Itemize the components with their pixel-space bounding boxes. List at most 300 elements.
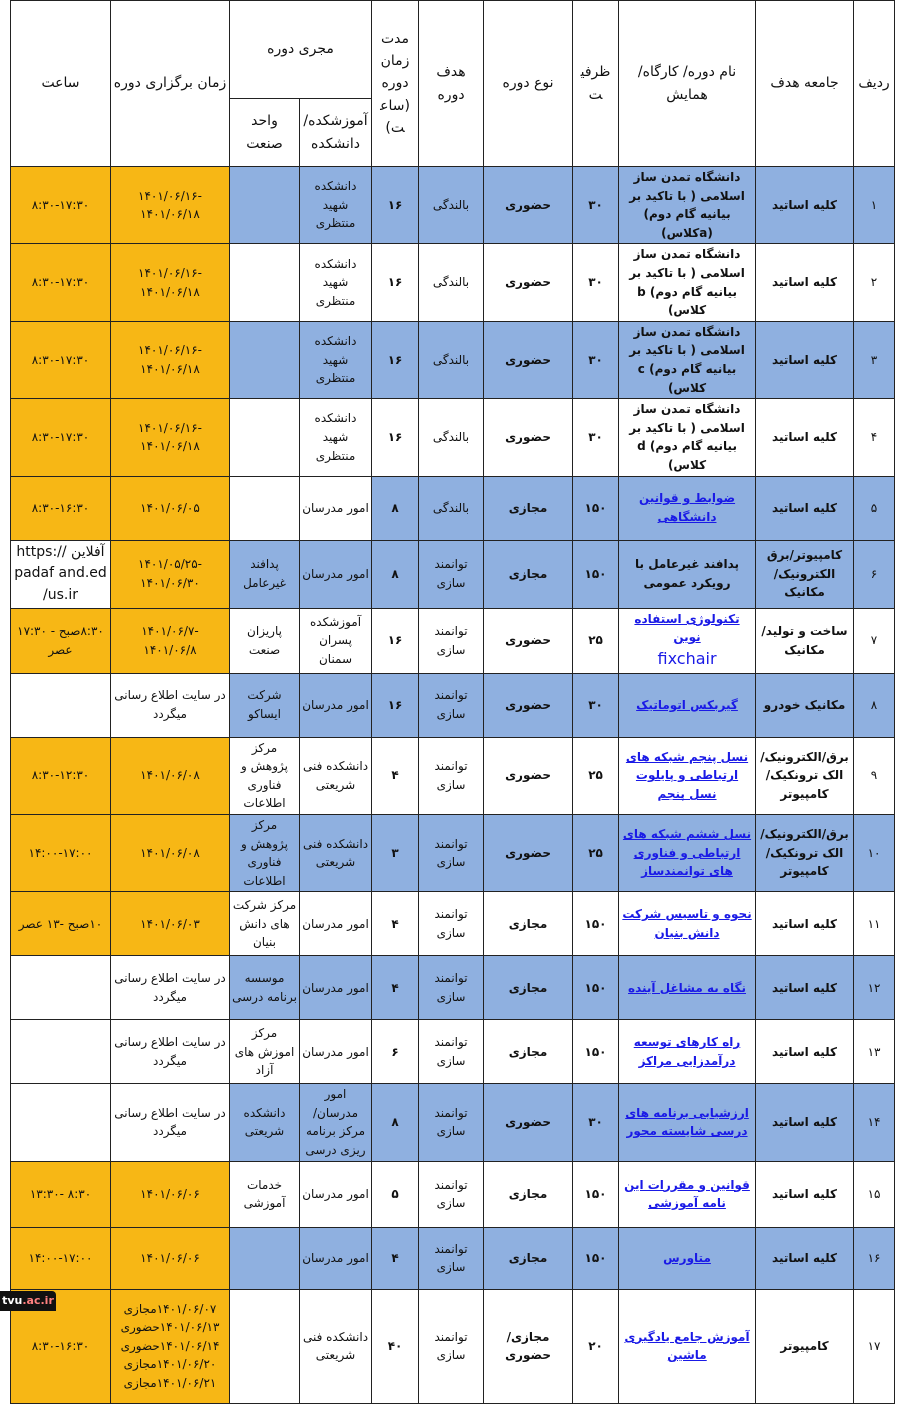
cell-course-goal <box>419 737 484 814</box>
course-link[interactable]: نسل پنجم شبکه های ارتباطی و پایلوت نسل پنجم <box>625 749 749 802</box>
cell-date-text: در سایت اطلاع رسانی میگردد <box>114 688 226 722</box>
cell-course-name[interactable] <box>619 1161 756 1227</box>
cell-executor-faculty-text: دانشکده فنی شریعتی <box>302 1329 369 1363</box>
cell-duration-text: ۶ <box>391 1044 399 1059</box>
cell-executor-faculty-text: دانشکده شهید منتظری <box>314 179 357 231</box>
cell-target-audience-text: برق/الکترونیک/الک ترونکیک/کامپیوتر <box>760 749 849 802</box>
cell-course-name[interactable] <box>619 673 756 737</box>
cell-capacity-text: ۳۰ <box>588 697 603 712</box>
cell-executor-industry-text: موسسه برنامه درسی <box>232 971 297 1004</box>
site-logo <box>0 1291 56 1311</box>
cell-course-goal <box>419 244 484 321</box>
course-name-text: دانشگاه تمدن ساز اسلامی ( با تاکید بر بیانیه گام دوم) c کلاس) <box>629 324 745 395</box>
course-link[interactable]: تکنولوژی استفاده نوین <box>634 611 740 645</box>
cell-date <box>111 1020 230 1084</box>
cell-capacity-text: ۲۵ <box>588 633 603 648</box>
cell-course-goal-text: بالندگی <box>432 500 470 515</box>
cell-course-type-text: حضوری <box>505 352 551 367</box>
cell-time <box>11 540 111 608</box>
cell-date <box>111 1227 230 1289</box>
cell-radif <box>854 167 895 244</box>
cell-executor-industry-text: مرکز اموزش های آزاد <box>234 1025 295 1078</box>
cell-radif-text: ۱۴ <box>867 1115 881 1130</box>
cell-target-audience <box>756 892 854 956</box>
cell-capacity <box>573 956 619 1020</box>
cell-target-audience <box>756 1084 854 1161</box>
cell-duration <box>372 399 419 476</box>
cell-radif <box>854 1227 895 1289</box>
cell-course-goal <box>419 399 484 476</box>
cell-radif-text: ۶ <box>870 566 878 581</box>
table-row <box>11 244 895 321</box>
cell-radif-text: ۳ <box>870 352 878 367</box>
cell-capacity <box>573 1289 619 1403</box>
cell-course-name[interactable] <box>619 814 756 891</box>
cell-executor-industry-text: پدافند غیرعامل <box>243 557 286 591</box>
cell-date <box>111 167 230 244</box>
cell-course-type <box>484 1227 573 1289</box>
course-link[interactable]: آموزش جامع یادگیری ماشین <box>624 1329 750 1363</box>
header-course-goal: هدف دوره <box>419 1 484 167</box>
header-executor-industry: واحد صنعت <box>230 99 300 167</box>
cell-radif-text: ۹ <box>870 768 878 783</box>
cell-duration-text: ۱۶ <box>387 430 403 445</box>
cell-time-text: ۸:۳۰-۱۶:۳۰ <box>31 1338 90 1353</box>
cell-time <box>11 321 111 398</box>
cell-course-type <box>484 814 573 891</box>
course-link[interactable]: نحوه و تاسیس شرکت دانش بنیان <box>622 907 752 940</box>
cell-course-goal <box>419 892 484 956</box>
header-radif: ردیف <box>854 1 895 167</box>
header-course-type: نوع دوره <box>484 1 573 167</box>
cell-date <box>111 814 230 891</box>
cell-target-audience <box>756 244 854 321</box>
header-date: زمان برگزاری دوره <box>111 1 230 167</box>
cell-duration <box>372 167 419 244</box>
table-row <box>11 1020 895 1084</box>
cell-target-audience <box>756 814 854 891</box>
table-row <box>11 892 895 956</box>
cell-date-text: ۱۴۰۱/۰۶/۰۷مجازی ۱۴۰۱/۰۶/۱۳حضوری ۱۴۰۱/۰۶/۱۴حضوری ۱۴۰۱/۰۶/۲۰مجازی ۱۴۰۱/۰۶/۲۱مجازی <box>120 1301 220 1391</box>
cell-target-audience <box>756 673 854 737</box>
header-course-name: نام دوره/ کارگاه/همایش <box>619 1 756 167</box>
cell-target-audience-text: ساخت و تولید/ مکانیک <box>761 623 848 657</box>
cell-date <box>111 476 230 540</box>
cell-executor-faculty-text: امور مدرسان <box>302 916 369 931</box>
cell-course-goal <box>419 1227 484 1289</box>
cell-executor-faculty <box>300 956 372 1020</box>
cell-course-name[interactable] <box>619 1227 756 1289</box>
cell-course-name[interactable] <box>619 892 756 956</box>
cell-course-name <box>619 321 756 398</box>
cell-course-goal-text: توانمند سازی <box>434 688 468 722</box>
cell-course-goal-text: توانمند سازی <box>434 1035 468 1068</box>
cell-target-audience <box>756 1161 854 1227</box>
cell-course-goal <box>419 1020 484 1084</box>
cell-course-goal-text: توانمند سازی <box>434 836 468 870</box>
course-link[interactable]: متاورس <box>663 1250 711 1265</box>
cell-date <box>111 956 230 1020</box>
cell-executor-industry <box>230 1084 300 1161</box>
cell-duration <box>372 1289 419 1403</box>
cell-course-type <box>484 892 573 956</box>
cell-course-type <box>484 608 573 673</box>
cell-executor-faculty-text: امور مدرسان <box>302 1186 369 1201</box>
cell-target-audience-text: کلیه اساتید <box>772 430 838 445</box>
cell-course-goal <box>419 956 484 1020</box>
cell-executor-industry <box>230 737 300 814</box>
cell-capacity-text: ۱۵۰ <box>584 1250 607 1265</box>
cell-executor-faculty <box>300 608 372 673</box>
cell-target-audience-text: کلیه اساتید <box>772 1044 838 1059</box>
course-link[interactable]: نسل ششم شبکه های ارتباطی و فناوری های توانمندساز <box>622 827 752 879</box>
cell-duration <box>372 244 419 321</box>
cell-executor-faculty <box>300 321 372 398</box>
cell-course-type <box>484 956 573 1020</box>
cell-course-goal <box>419 321 484 398</box>
cell-executor-faculty-text: امور مدرسان <box>302 566 369 581</box>
cell-target-audience-text: کلیه اساتید <box>772 1250 838 1265</box>
cell-duration <box>372 1161 419 1227</box>
cell-executor-faculty <box>300 244 372 321</box>
cell-course-type-text: مجازی <box>508 566 548 581</box>
cell-executor-faculty-text: آموزشکده پسران سمنان <box>310 614 362 666</box>
table-row <box>11 814 895 891</box>
cell-course-type-text: مجازی <box>508 1044 548 1059</box>
cell-target-audience <box>756 399 854 476</box>
cell-time-text: ۸:۳۰ -۱۳:۳۰ <box>29 1186 92 1201</box>
cell-duration-text: ۸ <box>391 1115 399 1130</box>
header-time: ساعت <box>11 1 111 167</box>
cell-course-name[interactable] <box>619 737 756 814</box>
cell-course-goal <box>419 1161 484 1227</box>
cell-date <box>111 244 230 321</box>
table-row <box>11 608 895 673</box>
cell-date-text: ۱۴۰۱/۰۶/۰۸ <box>140 768 200 783</box>
table-row <box>11 1289 895 1403</box>
cell-radif <box>854 956 895 1020</box>
cell-duration <box>372 956 419 1020</box>
cell-course-type <box>484 737 573 814</box>
cell-target-audience <box>756 1227 854 1289</box>
logo-text-tvu: tvu <box>2 1294 23 1307</box>
cell-capacity-text: ۲۵ <box>588 845 603 860</box>
cell-course-goal-text: بالندگی <box>432 197 470 212</box>
cell-duration <box>372 673 419 737</box>
cell-course-type-text: حضوری <box>505 845 551 860</box>
table-row <box>11 673 895 737</box>
cell-radif-text: ۷ <box>870 633 878 648</box>
cell-course-goal <box>419 814 484 891</box>
cell-course-name[interactable] <box>619 956 756 1020</box>
cell-course-type <box>484 1084 573 1161</box>
cell-date-text: -۱۴۰۱/۰۶/۱۶ ۱۴۰۱/۰۶/۱۸ <box>138 343 202 376</box>
course-link[interactable]: قوانین و مقررات این نامه آموزشی <box>624 1177 750 1211</box>
cell-time <box>11 956 111 1020</box>
cell-date <box>111 1084 230 1161</box>
cell-date <box>111 608 230 673</box>
cell-capacity-text: ۱۵۰ <box>584 916 607 931</box>
cell-executor-industry <box>230 892 300 956</box>
cell-radif-text: ۸ <box>870 697 878 712</box>
cell-executor-industry <box>230 1289 300 1403</box>
course-name-text: دانشگاه تمدن ساز اسلامی ( با تاکید بر بیانیه گام دوم) d کلاس) <box>629 402 745 472</box>
cell-time-text: ۸:۳۰-۱۶:۳۰ <box>31 500 90 515</box>
cell-target-audience <box>756 321 854 398</box>
cell-date-text: ۱۴۰۱/۰۶/۰۶ <box>140 1250 200 1265</box>
cell-executor-faculty <box>300 892 372 956</box>
cell-target-audience-text: کلیه اساتید <box>772 352 838 367</box>
cell-executor-industry <box>230 540 300 608</box>
cell-executor-faculty-text: دانشکده شهید منتظری <box>314 411 357 463</box>
cell-executor-faculty-text: امور مدرسان <box>302 697 369 712</box>
cell-time <box>11 1084 111 1161</box>
cell-capacity <box>573 1227 619 1289</box>
cell-capacity-text: ۳۰ <box>588 352 603 367</box>
cell-course-name[interactable] <box>619 1020 756 1084</box>
cell-target-audience <box>756 476 854 540</box>
cell-executor-industry <box>230 814 300 891</box>
cell-course-type-text: مجازی <box>508 1250 548 1265</box>
cell-course-type-text: حضوری <box>505 1115 551 1130</box>
cell-capacity-text: ۱۵۰ <box>584 980 607 995</box>
cell-executor-faculty-text: دانشکده فنی شریعتی <box>302 836 369 870</box>
cell-course-type-text: حضوری <box>505 697 551 712</box>
cell-radif-text: ۱ <box>870 197 878 212</box>
cell-capacity <box>573 1161 619 1227</box>
cell-capacity <box>573 399 619 476</box>
cell-capacity <box>573 814 619 891</box>
cell-course-goal <box>419 1084 484 1161</box>
course-schedule-table <box>10 0 895 1404</box>
cell-duration-text: ۴ <box>391 768 399 783</box>
cell-capacity <box>573 476 619 540</box>
cell-target-audience-text: کلیه اساتید <box>772 500 838 515</box>
cell-course-name[interactable] <box>619 1084 756 1161</box>
cell-date <box>111 673 230 737</box>
course-link[interactable]: نگاه به مشاغل آینده <box>628 980 746 995</box>
cell-course-goal <box>419 1289 484 1403</box>
cell-time-text: ۸:۳۰-۱۷:۳۰ <box>31 275 90 290</box>
course-link[interactable]: ارزشیابی برنامه های درسی شایسته محور <box>625 1105 749 1139</box>
cell-executor-industry <box>230 608 300 673</box>
cell-date-text: -۱۴۰۱/۰۶/۱۶ ۱۴۰۱/۰۶/۱۸ <box>138 265 202 299</box>
cell-course-type <box>484 476 573 540</box>
header-target-audience: جامعه هدف <box>756 1 854 167</box>
table-row <box>11 1161 895 1227</box>
cell-radif <box>854 673 895 737</box>
cell-date-text: در سایت اطلاع رسانی میگردد <box>114 971 226 1004</box>
cell-course-name[interactable] <box>619 608 756 673</box>
cell-capacity-text: ۳۰ <box>588 197 603 212</box>
cell-date-text: ۱۴۰۱/۰۶/۰۶ <box>140 1186 200 1201</box>
cell-capacity-text: ۳۰ <box>588 275 603 290</box>
cell-date <box>111 321 230 398</box>
cell-course-goal-text: توانمند سازی <box>434 1329 468 1363</box>
cell-executor-faculty <box>300 814 372 891</box>
cell-date-text: در سایت اطلاع رسانی میگردد <box>114 1035 226 1068</box>
cell-target-audience <box>756 1289 854 1403</box>
cell-radif-text: ۱۷ <box>867 1338 881 1353</box>
cell-radif-text: ۱۰ <box>867 845 881 860</box>
cell-course-type <box>484 167 573 244</box>
cell-executor-faculty <box>300 540 372 608</box>
cell-time-text: آفلاین https://padaf and.edus.ir/ <box>14 543 107 603</box>
cell-course-goal <box>419 167 484 244</box>
cell-course-goal-text: توانمند سازی <box>434 907 468 940</box>
cell-course-type <box>484 540 573 608</box>
cell-executor-faculty-text: امور مدرسان <box>302 500 369 515</box>
cell-capacity <box>573 892 619 956</box>
cell-time <box>11 737 111 814</box>
cell-date-text: -۱۴۰۱/۰۶/۱۶ ۱۴۰۱/۰۶/۱۸ <box>138 188 202 222</box>
cell-capacity <box>573 673 619 737</box>
cell-target-audience-text: کلیه اساتید <box>772 916 838 931</box>
course-link[interactable]: گیربکس اتوماتیک <box>636 697 738 712</box>
course-name-text: دانشگاه تمدن ساز اسلامی ( با تاکید بر بیانیه گام دوم) (aکلاس) <box>629 170 745 240</box>
cell-course-goal-text: بالندگی <box>432 275 470 290</box>
cell-course-name <box>619 167 756 244</box>
cell-radif-text: ۲ <box>870 275 878 290</box>
cell-target-audience-text: مکانیک خودرو <box>763 697 846 712</box>
cell-executor-industry-text: مرکز شرکت های دانش بنیان <box>232 897 297 950</box>
cell-target-audience <box>756 737 854 814</box>
cell-duration-text: ۳ <box>391 845 399 860</box>
cell-executor-faculty-text: امور مدرسان <box>302 1044 369 1059</box>
cell-course-goal-text: توانمند سازی <box>434 971 468 1004</box>
cell-radif-text: ۵ <box>870 500 878 515</box>
cell-time-text: ۸:۳۰-۱۲:۳۰ <box>31 768 90 783</box>
header-capacity: ظرفیت <box>573 1 619 167</box>
cell-date-text: ۱۴۰۱/۰۶/۰۳ <box>140 916 200 931</box>
cell-course-type-text: حضوری <box>505 197 551 212</box>
cell-radif <box>854 399 895 476</box>
cell-course-type <box>484 1289 573 1403</box>
cell-executor-faculty <box>300 1227 372 1289</box>
cell-executor-industry <box>230 1161 300 1227</box>
cell-duration-text: ۸ <box>391 566 399 581</box>
cell-radif-text: ۱۱ <box>867 916 881 931</box>
cell-course-goal-text: توانمند سازی <box>434 1177 468 1211</box>
cell-target-audience-text: کلیه اساتید <box>772 1186 838 1201</box>
cell-duration-text: ۸ <box>391 500 399 515</box>
cell-target-audience <box>756 1020 854 1084</box>
cell-date <box>111 1289 230 1403</box>
course-name-text: پدافند غیرعامل با رویکرد عمومی <box>635 557 740 591</box>
cell-course-goal <box>419 540 484 608</box>
cell-capacity-text: ۳۰ <box>588 430 603 445</box>
logo-text-domain: .ac.ir <box>22 1294 54 1307</box>
cell-course-goal <box>419 476 484 540</box>
cell-capacity <box>573 244 619 321</box>
cell-target-audience-text: کلیه اساتید <box>772 980 838 995</box>
course-link-suffix[interactable]: fixchair <box>657 648 717 668</box>
course-name-text: دانشگاه تمدن ساز اسلامی ( با تاکید بر بیانیه گام دوم) b کلاس) <box>629 247 745 318</box>
cell-capacity-text: ۲۵ <box>588 768 603 783</box>
cell-course-type-text: مجازی <box>508 1186 548 1201</box>
cell-radif-text: ۴ <box>870 430 878 445</box>
cell-executor-faculty <box>300 167 372 244</box>
cell-duration <box>372 892 419 956</box>
cell-time-text: ۱۴:۰۰-۱۷:۰۰ <box>28 1250 93 1265</box>
cell-duration-text: ۵ <box>391 1186 399 1201</box>
cell-duration <box>372 1020 419 1084</box>
cell-time <box>11 1020 111 1084</box>
cell-date-text: -۱۴۰۱/۰۵/۲۵ ۱۴۰۱/۰۶/۳۰ <box>138 557 202 591</box>
cell-executor-industry-text: مرکز پژوهش و فناوری اطلاعات <box>241 817 288 888</box>
cell-executor-faculty <box>300 1161 372 1227</box>
cell-radif-text: ۱۶ <box>867 1250 881 1265</box>
header-row-top <box>11 1 895 99</box>
cell-duration-text: ۱۶ <box>387 275 403 290</box>
cell-radif <box>854 321 895 398</box>
cell-executor-faculty-text: دانشکده فنی شریعتی <box>302 759 369 792</box>
cell-radif-text: ۱۵ <box>867 1186 881 1201</box>
cell-executor-industry <box>230 476 300 540</box>
cell-time-text: ۱۴:۰۰-۱۷:۰۰ <box>28 845 93 860</box>
cell-capacity-text: ۱۵۰ <box>584 566 607 581</box>
cell-executor-industry-text: پاریزان صنعت <box>247 623 282 657</box>
cell-course-goal <box>419 673 484 737</box>
cell-time <box>11 892 111 956</box>
cell-executor-industry <box>230 244 300 321</box>
cell-target-audience <box>756 540 854 608</box>
cell-date <box>111 892 230 956</box>
cell-time-text: ۸:۳۰-۱۷:۳۰ <box>31 430 90 445</box>
cell-radif <box>854 540 895 608</box>
cell-executor-faculty <box>300 399 372 476</box>
header-executor-faculty: آموزشکده/ دانشکده <box>300 99 372 167</box>
cell-date <box>111 540 230 608</box>
course-link[interactable]: راه کارهای توسعه درآمدزایی مراکز <box>633 1035 741 1068</box>
cell-target-audience-text: کامپیوتر <box>780 1338 829 1353</box>
table-row <box>11 399 895 476</box>
cell-target-audience <box>756 956 854 1020</box>
cell-executor-faculty <box>300 1020 372 1084</box>
cell-date-text: -۱۴۰۱/۰۶/۷ ۱۴۰۱/۰۶/۸ <box>141 623 199 657</box>
cell-target-audience-text: کلیه اساتید <box>772 275 838 290</box>
cell-radif <box>854 476 895 540</box>
cell-date-text: -۱۴۰۱/۰۶/۱۶ ۱۴۰۱/۰۶/۱۸ <box>138 420 202 454</box>
cell-course-name <box>619 399 756 476</box>
cell-capacity-text: ۱۵۰ <box>584 1186 607 1201</box>
table-row <box>11 1227 895 1289</box>
cell-duration <box>372 1227 419 1289</box>
cell-date <box>111 737 230 814</box>
cell-time <box>11 1227 111 1289</box>
cell-course-name <box>619 244 756 321</box>
course-link[interactable]: ضوابط و قوانین دانشگاهی <box>638 491 736 524</box>
cell-duration <box>372 476 419 540</box>
cell-course-name[interactable] <box>619 476 756 540</box>
cell-capacity <box>573 167 619 244</box>
cell-duration <box>372 1084 419 1161</box>
cell-radif <box>854 244 895 321</box>
cell-radif <box>854 1289 895 1403</box>
cell-course-type-text: مجازی <box>508 980 548 995</box>
cell-course-type <box>484 673 573 737</box>
cell-date <box>111 399 230 476</box>
cell-executor-industry <box>230 399 300 476</box>
cell-course-type <box>484 1161 573 1227</box>
cell-time <box>11 673 111 737</box>
cell-course-type-text: مجازی/حضوری <box>505 1329 551 1363</box>
cell-executor-industry <box>230 1227 300 1289</box>
cell-course-name[interactable] <box>619 1289 756 1403</box>
cell-capacity <box>573 321 619 398</box>
cell-time <box>11 244 111 321</box>
table-row <box>11 540 895 608</box>
